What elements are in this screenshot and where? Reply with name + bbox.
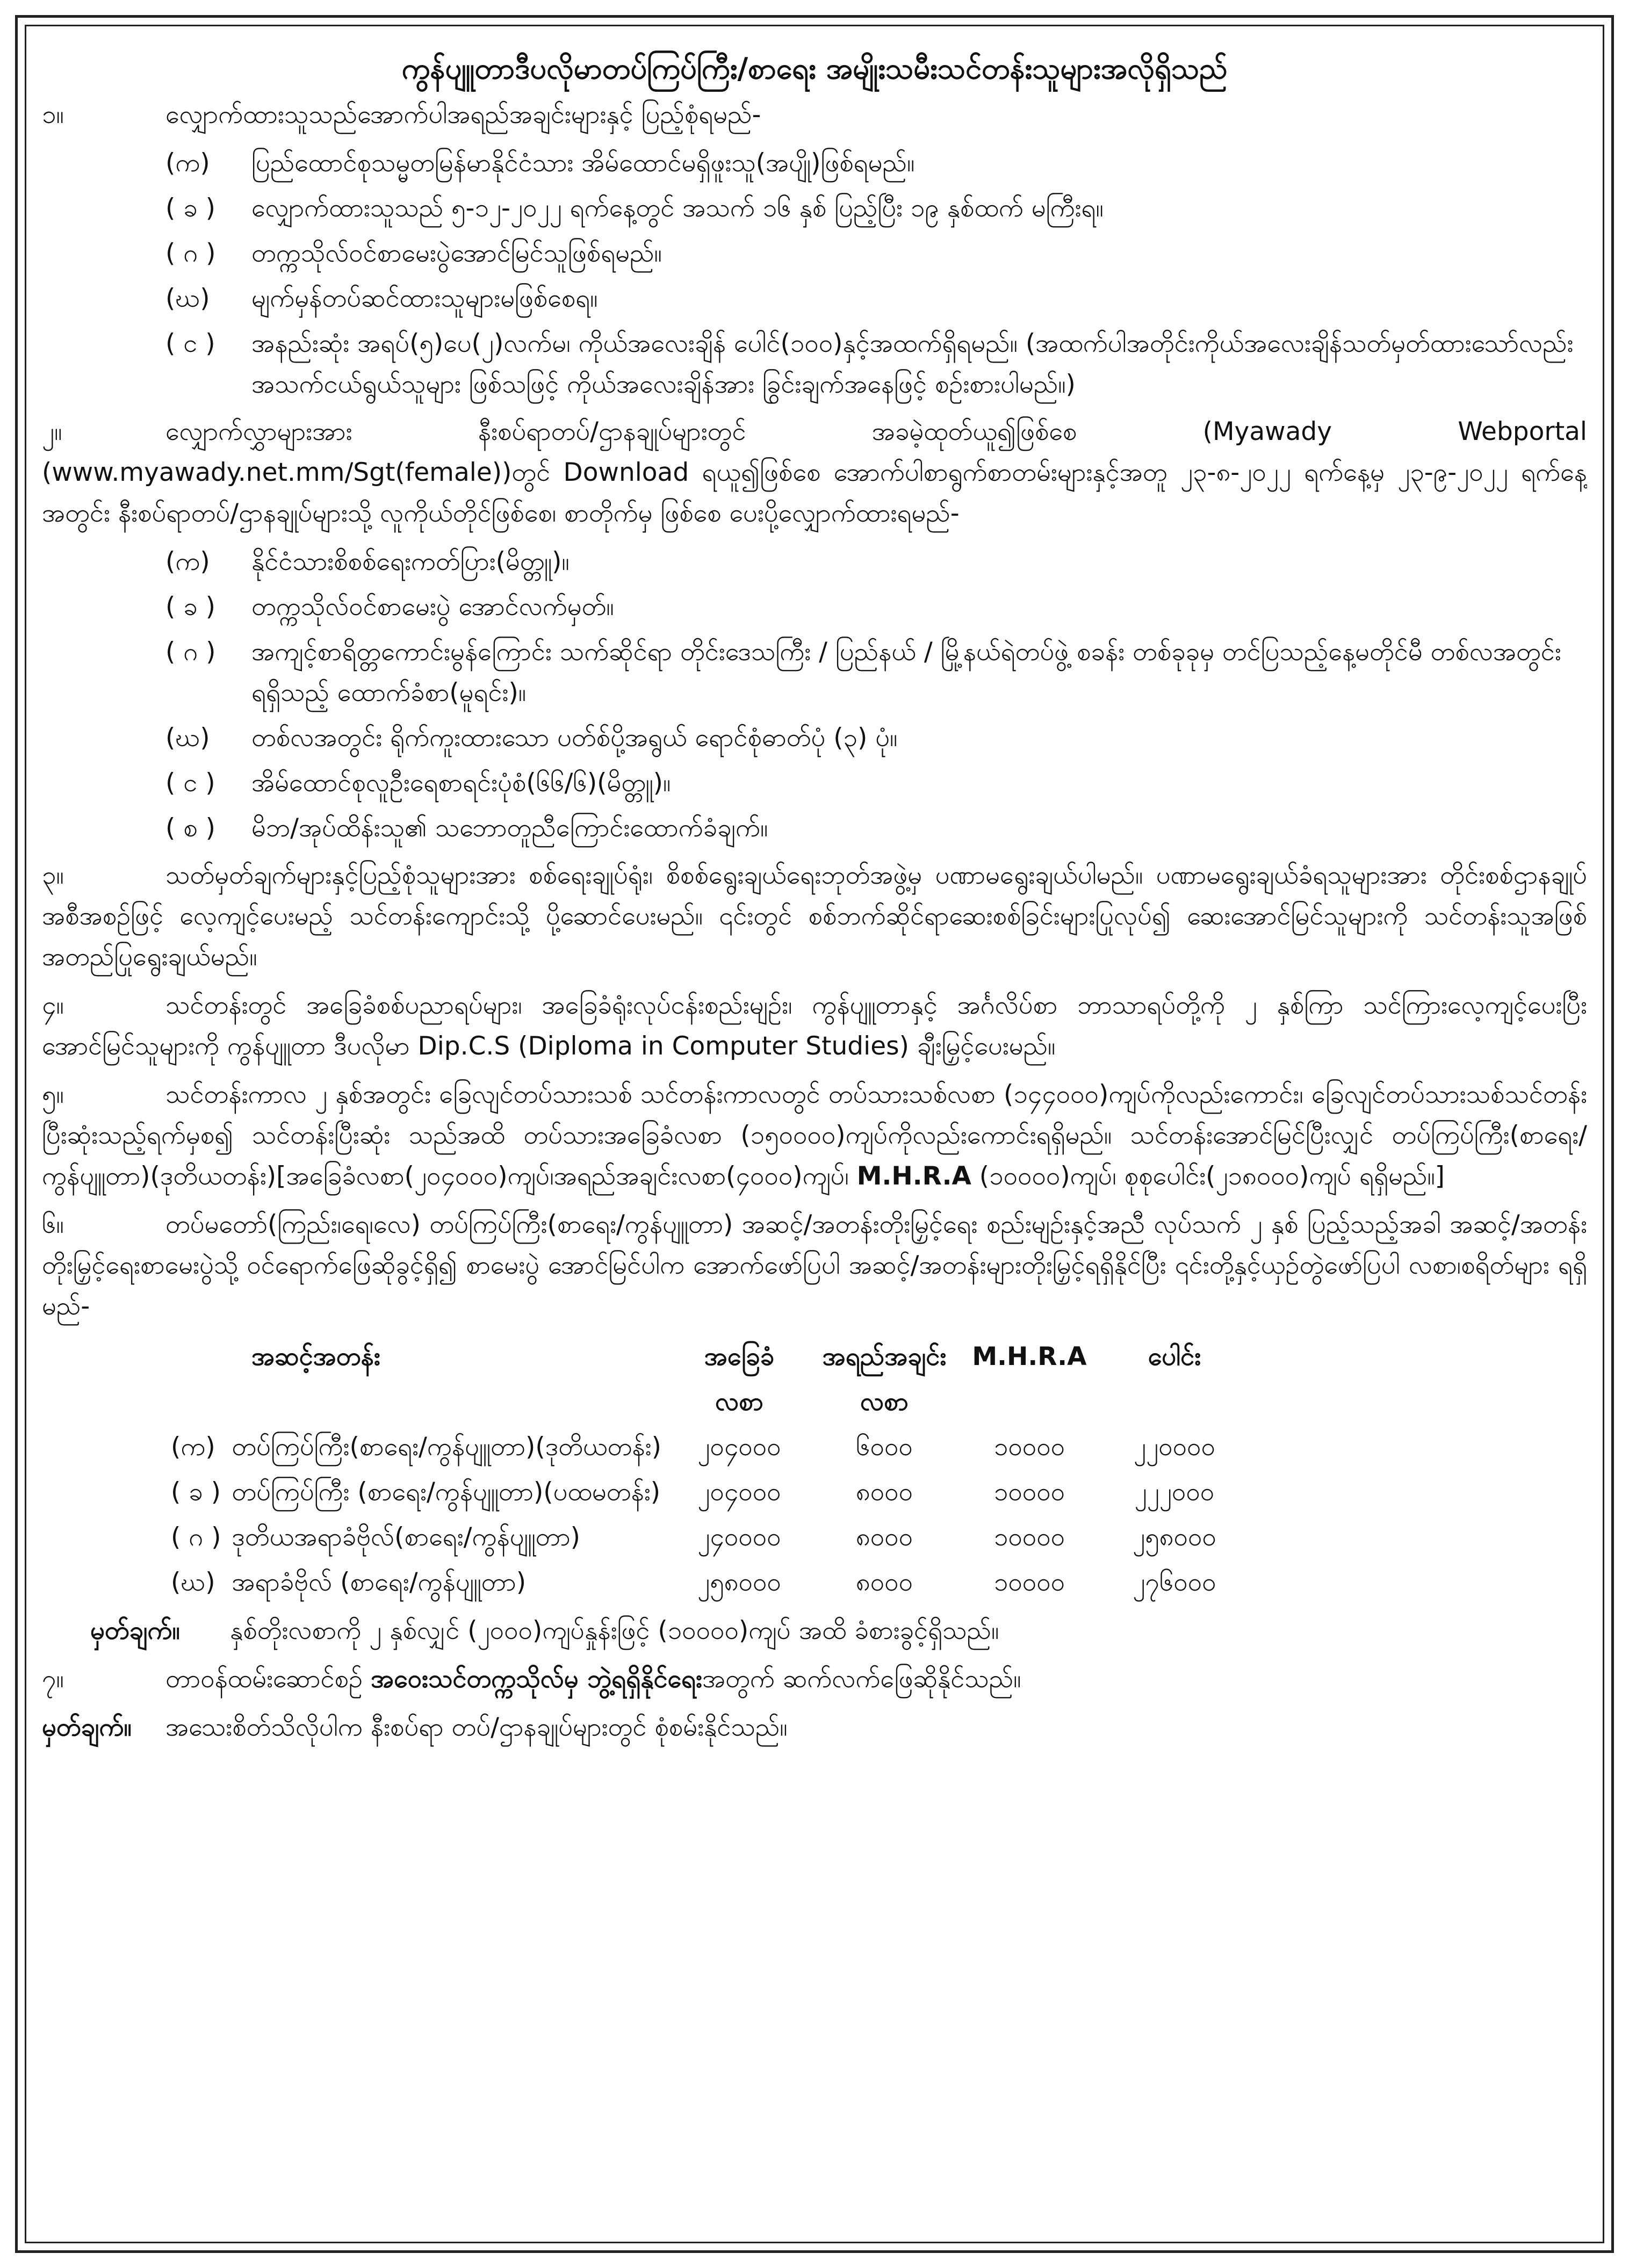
item-label: ( စ ): [165, 813, 215, 843]
row-total: ၂၂၀၀၀၀: [1134, 1432, 1215, 1462]
section-6: [42, 1204, 1587, 1327]
item-label: ( ဂ ): [165, 637, 216, 667]
section-7-number: ၇။: [42, 1664, 64, 1694]
list-item: [165, 718, 1587, 759]
row-label: ( ဂ ): [171, 1522, 221, 1552]
row-mhra: ၁၀၀၀၀: [993, 1432, 1065, 1462]
item-label: (က): [165, 148, 210, 178]
row-rank: အရာခံဗိုလ် (စာရေး/ကွန်ပျူတာ): [232, 1568, 527, 1597]
row-rank: တပ်ကြပ်ကြီး (စာရေး/ကွန်ပျူတာ)(ပထမတန်း): [232, 1477, 661, 1507]
item-text: တက္ကသိုလ်ဝင်စာမေးပွဲအောင်မြင်သူဖြစ်ရမည်။: [251, 239, 662, 268]
row-mhra: ၁၀၀၀၀: [993, 1477, 1065, 1507]
table-row: [165, 1515, 1247, 1560]
section-4-text: သင်တန်းတွင် အခြေခံစစ်ပညာရပ်များ၊ အခြေခံရုံးလုပ်ငန်းစည်းမျဉ်း၊ ကွန်ပျူတာနှင့် အင်္ဂလိပ်စာ ဘာသာရပ်တို့ကို ၂ နှစ်ကြာ သင်ကြားလေ့ကျင့်ပေးပြီး အောင်မြင်သူများကို ကွန်ပျူတာ ဒီပလိုမာ Dip.C.S (Diploma in Computer Studies) ချီးမြှင့်ပေးမည်။: [42, 991, 1587, 1061]
item-text: လျှောက်ထားသူသည် ၅-၁၂-၂၀၂၂ ရက်နေ့တွင် အသက် ၁၆ နှစ် ပြည့်ပြီး ၁၉ နှစ်ထက် မကြီးရ။: [251, 193, 1104, 223]
item-text: မျက်မှန်တပ်ဆင်ထားသူများမဖြစ်စေရ။: [251, 284, 598, 313]
list-item: [165, 587, 1587, 627]
section-2-number: ၂။: [42, 417, 62, 446]
row-label: (က): [171, 1432, 215, 1462]
item-label: ( င ): [165, 768, 215, 798]
row-qualification: ၈၀၀၀: [855, 1568, 913, 1597]
item-text: အိမ်ထောင်စုလူဦးရေစာရင်းပုံစံ(၆၆/၆)(မိတ္တူ)။: [251, 768, 671, 798]
list-item: [165, 808, 1587, 849]
row-total: ၂၇၆၀၀၀: [1133, 1568, 1216, 1597]
item-text: အကျင့်စာရိတ္တကောင်းမွန်ကြောင်း သက်ဆိုင်ရာ တိုင်းဒေသကြီး / ပြည်နယ် / မြို့နယ်ရဲတပ်ဖွဲ့ စခန်း တစ်ခုခုမှ တင်ပြသည့်နေ့မတိုင်မီ တစ်လအတွင်းရရှိသည့် ထောက်ခံစာ(မူရင်း)။: [251, 637, 1561, 707]
header-qualification: အရည်အချင်း: [822, 1342, 947, 1371]
item-text: နိုင်ငံသားစိစစ်ရေးကတ်ပြား(မိတ္တူ)။: [251, 547, 570, 576]
section-7-text-post: အတွက် ဆက်လက်ဖြေဆိုနိုင်သည်။: [702, 1664, 1021, 1694]
section-7-text-pre: တာဝန်ထမ်းဆောင်စဉ်: [165, 1664, 371, 1694]
row-basic: ၂၅၈၀၀၀: [697, 1568, 781, 1597]
section-2: [42, 411, 1587, 534]
header-mhra: M.H.R.A: [972, 1342, 1087, 1371]
section-1: [42, 95, 1587, 135]
item-text: တက္ကသိုလ်ဝင်စာမေးပွဲ အောင်လက်မှတ်။: [251, 592, 614, 622]
item-text: ပြည်ထောင်စုသမ္မတမြန်မာနိုင်ငံသား အိမ်ထောင်မရှိဖူးသူ(အပျို)ဖြစ်ရမည်။: [251, 148, 915, 178]
row-qualification: ၆၀၀၀: [856, 1432, 913, 1462]
section-3-text: သတ်မှတ်ချက်များနှင့်ပြည့်စုံသူများအား စစ်ရေးချုပ်ရုံး၊ စိစစ်ရွေးချယ်ရေးဘုတ်အဖွဲ့မှ ပဏာမရွေးချယ်ပါမည်။ ပဏာမရွေးချယ်ခံရသူများအား တိုင်းစစ်ဌာနချုပ်အစီအစဉ်ဖြင့် လေ့ကျင့်ပေးမည့် သင်တန်းကျောင်းသို့ ပို့ဆောင်ပေးမည်။ ၎င်းတွင် စစ်ဘက်ဆိုင်ရာဆေးစစ်ခြင်းများပြုလုပ်၍ ဆေးအောင်မြင်သူများကို သင်တန်းသူအဖြစ် အတည်ပြုရွေးချယ်မည်။: [42, 861, 1587, 972]
item-label: ( ခ ): [165, 193, 215, 223]
header-total: ပေါင်း: [1148, 1342, 1201, 1371]
section-7-text-bold: အဝေးသင်တက္ကသိုလ်မှ ဘွဲ့ရရှိနိုင်ရေး: [371, 1664, 702, 1694]
header-rank: အဆင့်အတန်း: [251, 1342, 380, 1371]
subheader-blank: [957, 1379, 1102, 1425]
section-1-text: လျှောက်ထားသူသည်အောက်ပါအရည်အချင်းများနှင့် ပြည့်စုံရမည်-: [165, 100, 761, 129]
header-basic: အခြေခံ: [704, 1342, 775, 1371]
row-mhra: ၁၀၀၀၀: [993, 1568, 1065, 1597]
note-1-text: နှစ်တိုးလစာကို ၂ နှစ်လျှင် (၂၀၀၀)ကျပ်နှုန်းဖြင့် (၁၀၀၀၀)ကျပ် အထိ ခံစားခွင့်ရှိသည်။: [230, 1616, 999, 1645]
row-basic: ၂၀၄၀၀၀: [697, 1432, 781, 1462]
section-5-number: ၅။: [42, 1080, 64, 1109]
note-1-label: မှတ်ချက်။: [90, 1616, 180, 1645]
row-basic: ၂၀၄၀၀၀: [697, 1477, 781, 1507]
note-2-text: အသေးစိတ်သိလိုပါက နီးစပ်ရာ တပ်/ဌာနချုပ်များတွင် စုံစမ်းနိုင်သည်။: [165, 1713, 788, 1742]
list-item: [165, 541, 1587, 582]
note-2-label: မှတ်ချက်။: [42, 1713, 132, 1742]
row-rank: တပ်ကြပ်ကြီး(စာရေး/ကွန်ပျူတာ)(ဒုတိယတန်း): [232, 1432, 661, 1462]
section-6-number: ၆။: [42, 1210, 64, 1239]
list-item: [165, 323, 1587, 405]
section-2-text: လျှောက်လွှာများအား နီးစပ်ရာတပ်/ဌာနချုပ်များတွင် အခမဲ့ထုတ်ယူ၍ဖြစ်စေ (Myawady Webportal (www.myawady.net.mm/Sgt(female))တွင် Download ရယူ၍ဖြစ်စေ အောက်ပါစာရွက်စာတမ်းများနှင့်အတူ ၂၃-၈-၂၀၂၂ ရက်နေ့မှ ၂၃-၉-၂၀၂၂ ရက်နေ့အတွင်း နီးစပ်ရာတပ်/ဌာနချုပ်များသို့ လူကိုယ်တိုင်ဖြစ်စေ၊ စာတိုက်မှ ဖြစ်စေ ပေးပို့လျှောက်ထားရမည်-: [42, 417, 1587, 528]
item-label: ( င ): [165, 329, 215, 358]
item-label: ( ဂ ): [165, 239, 216, 268]
list-item: [165, 233, 1587, 274]
section-3: [42, 855, 1587, 978]
row-mhra: ၁၀၀၀၀: [993, 1522, 1065, 1552]
row-total: ၂၅၈၀၀၀: [1133, 1522, 1216, 1552]
section-5: [42, 1074, 1587, 1197]
table-subheader-row: [165, 1379, 1247, 1425]
section-6-text: တပ်မတော်(ကြည်း၊ရေ၊လေ) တပ်ကြပ်ကြီး(စာရေး/ကွန်ပျူတာ) အဆင့်/အတန်းတိုးမြှင့်ရေး စည်းမျဉ်းနှင့်အညီ လုပ်သက် ၂ နှစ် ပြည့်သည့်အခါ အဆင့်/အတန်းတိုးမြှင့်ရေးစာမေးပွဲသို့ ဝင်ရောက်ဖြေဆိုခွင့်ရှိ၍ စာမေးပွဲ အောင်မြင်ပါက အောက်ဖော်ပြပါ အဆင့်/အတန်းများတိုးမြှင့်ရရှိနိုင်ပြီး ၎င်းတို့နှင့်ယှဉ်တွဲဖော်ပြပါ လစာ၊စရိတ်များ ရရှိမည်-: [42, 1210, 1587, 1321]
note-2: [42, 1707, 1587, 1748]
list-item: [165, 632, 1587, 713]
row-label: ( ခ ): [171, 1477, 221, 1507]
table-header-row: [165, 1334, 1247, 1379]
row-qualification: ၈၀၀၀: [855, 1477, 913, 1507]
announcement: [42, 42, 1587, 2226]
section-4-number: ၄။: [42, 991, 64, 1020]
item-label: (ဃ): [165, 723, 210, 753]
item-text: တစ်လအတွင်း ရိုက်ကူးထားသော ပတ်စ်ပို့အရွယ် ရောင်စုံဓာတ်ပုံ (၃) ပုံ။: [251, 723, 898, 753]
item-label: ( ခ ): [165, 592, 215, 622]
note-1: [42, 1610, 1587, 1651]
row-basic: ၂၄၀၀၀၀: [697, 1522, 781, 1552]
subheader-qualification: လစာ: [860, 1387, 909, 1417]
row-label: (ဃ): [171, 1568, 215, 1597]
table-row: [165, 1425, 1247, 1470]
section-5-text-end: (၁၀၀၀၀)ကျပ်၊ စုစုပေါင်း(၂၁၈၀၀၀)ကျပ် ရရှိမည်။]: [971, 1161, 1445, 1191]
row-total: ၂၂၂၀၀၀: [1134, 1477, 1215, 1507]
item-text: အနည်းဆုံး အရပ်(၅)ပေ(၂)လက်မ၊ ကိုယ်အလေးချိန် ပေါင်(၁၀၀)နှင့်အထက်ရှိရမည်။ (အထက်ပါအတိုင်းကိုယ်အလေးချိန်သတ်မှတ်ထားသော်လည်း အသက်ငယ်ရွယ်သူများ ဖြစ်သဖြင့် ကိုယ်အလေးချိန်အား ခြွင်းချက်အနေဖြင့် စဉ်းစားပါမည်။): [251, 329, 1574, 399]
subheader-blank: [165, 1379, 667, 1425]
subheader-basic: လစာ: [715, 1387, 763, 1417]
section-1-number: ၁။: [42, 100, 64, 129]
table-row: [165, 1470, 1247, 1515]
section-4: [42, 985, 1587, 1067]
row-qualification: ၈၀၀၀: [855, 1522, 913, 1552]
section-7: [42, 1659, 1587, 1700]
item-label: (ဃ): [165, 284, 210, 313]
table-row: [165, 1560, 1247, 1605]
item-text: မိဘ/အုပ်ထိန်းသူ၏ သဘောတူညီကြောင်းထောက်ခံချက်။: [251, 813, 768, 843]
section-2-items: [42, 541, 1587, 849]
section-1-items: [42, 143, 1587, 405]
list-item: [165, 278, 1587, 319]
section-3-number: ၃။: [42, 861, 64, 890]
list-item: [165, 763, 1587, 804]
item-label: (က): [165, 547, 210, 576]
subheader-blank: [1102, 1379, 1247, 1425]
list-item: [165, 143, 1587, 184]
section-5-text: သင်တန်းကာလ ၂ နှစ်အတွင်း ခြေလျင်တပ်သားသစ် သင်တန်းကာလတွင် တပ်သားသစ်လစာ (၁၄၄၀၀၀)ကျပ်ကိုလည်းကောင်း၊ ခြေလျင်တပ်သားသစ်သင်တန်းပြီးဆုံးသည့်ရက်မှစ၍ သင်တန်းပြီးဆုံး သည်အထိ တပ်သားအခြေခံလစာ (၁၅၀၀၀၀)ကျပ်ကိုလည်းကောင်းရရှိမည်။ သင်တန်းအောင်မြင်ပြီးလျှင် တပ်ကြပ်ကြီး(စာရေး/ကွန်ပျူတာ)(ဒုတိယတန်း)[အခြေခံလစာ(၂၀၄၀၀၀)ကျပ်၊အရည်အချင်းလစာ(၄၀၀၀)ကျပ်၊: [42, 1080, 1587, 1191]
section-5-mhra: M.H.R.A: [856, 1161, 971, 1191]
pay-table: [165, 1334, 1247, 1605]
page-title: ကွန်ပျူတာဒီပလိုမာတပ်ကြပ်ကြီး/စာရေး အမျိုးသမီးသင်တန်းသူများအလိုရှိသည်: [401, 52, 1228, 85]
row-rank: ဒုတိယအရာခံဗိုလ်(စာရေး/ကွန်ပျူတာ): [232, 1522, 580, 1552]
list-item: [165, 188, 1587, 229]
